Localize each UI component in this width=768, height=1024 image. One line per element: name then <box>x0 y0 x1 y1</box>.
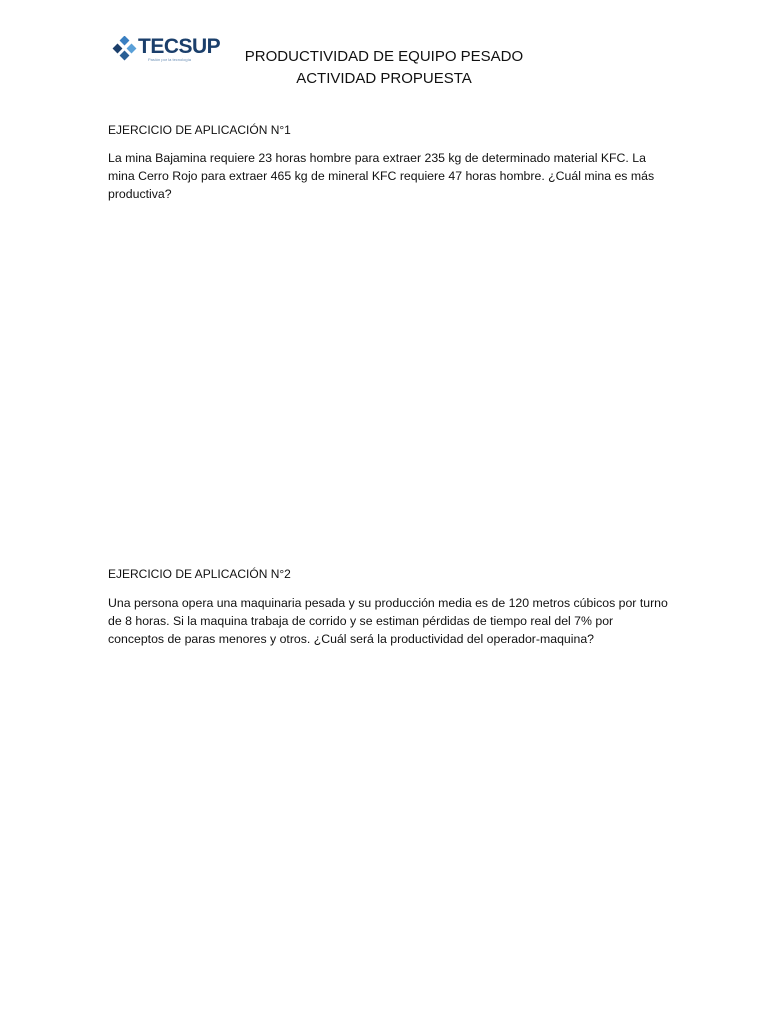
title-line-2: ACTIVIDAD PROPUESTA <box>296 70 472 87</box>
document-title <box>200 46 568 90</box>
exercise-1-heading: EJERCICIO DE APLICACIÓN N°1 <box>108 123 291 137</box>
exercise-2-text: Una persona opera una maquinaria pesada y su producción media es de 120 metros cúbicos por turno de 8 horas. Si la maquina trabaja de corrido y se estiman pérdidas de tiempo real del 7% por conceptos de paras menores y otros. ¿Cuál será la productividad del operador-maquina? <box>108 596 668 646</box>
logo-mark-icon <box>112 36 138 62</box>
exercise-2-heading: EJERCICIO DE APLICACIÓN N°2 <box>108 567 291 581</box>
title-line-1: PRODUCTIVIDAD DE EQUIPO PESADO <box>244 48 524 65</box>
logo-wordmark: TECSUP <box>138 35 221 58</box>
logo-tagline: Pasión por la tecnología <box>148 57 191 62</box>
exercise-1-text: La mina Bajamina requiere 23 horas hombre para extraer 235 kg de determinado material KFC. La mina Cerro Rojo para extraer 465 kg de mineral KFC requiere 47 horas hombre. ¿Cuál mina es más productiva? <box>108 151 655 201</box>
